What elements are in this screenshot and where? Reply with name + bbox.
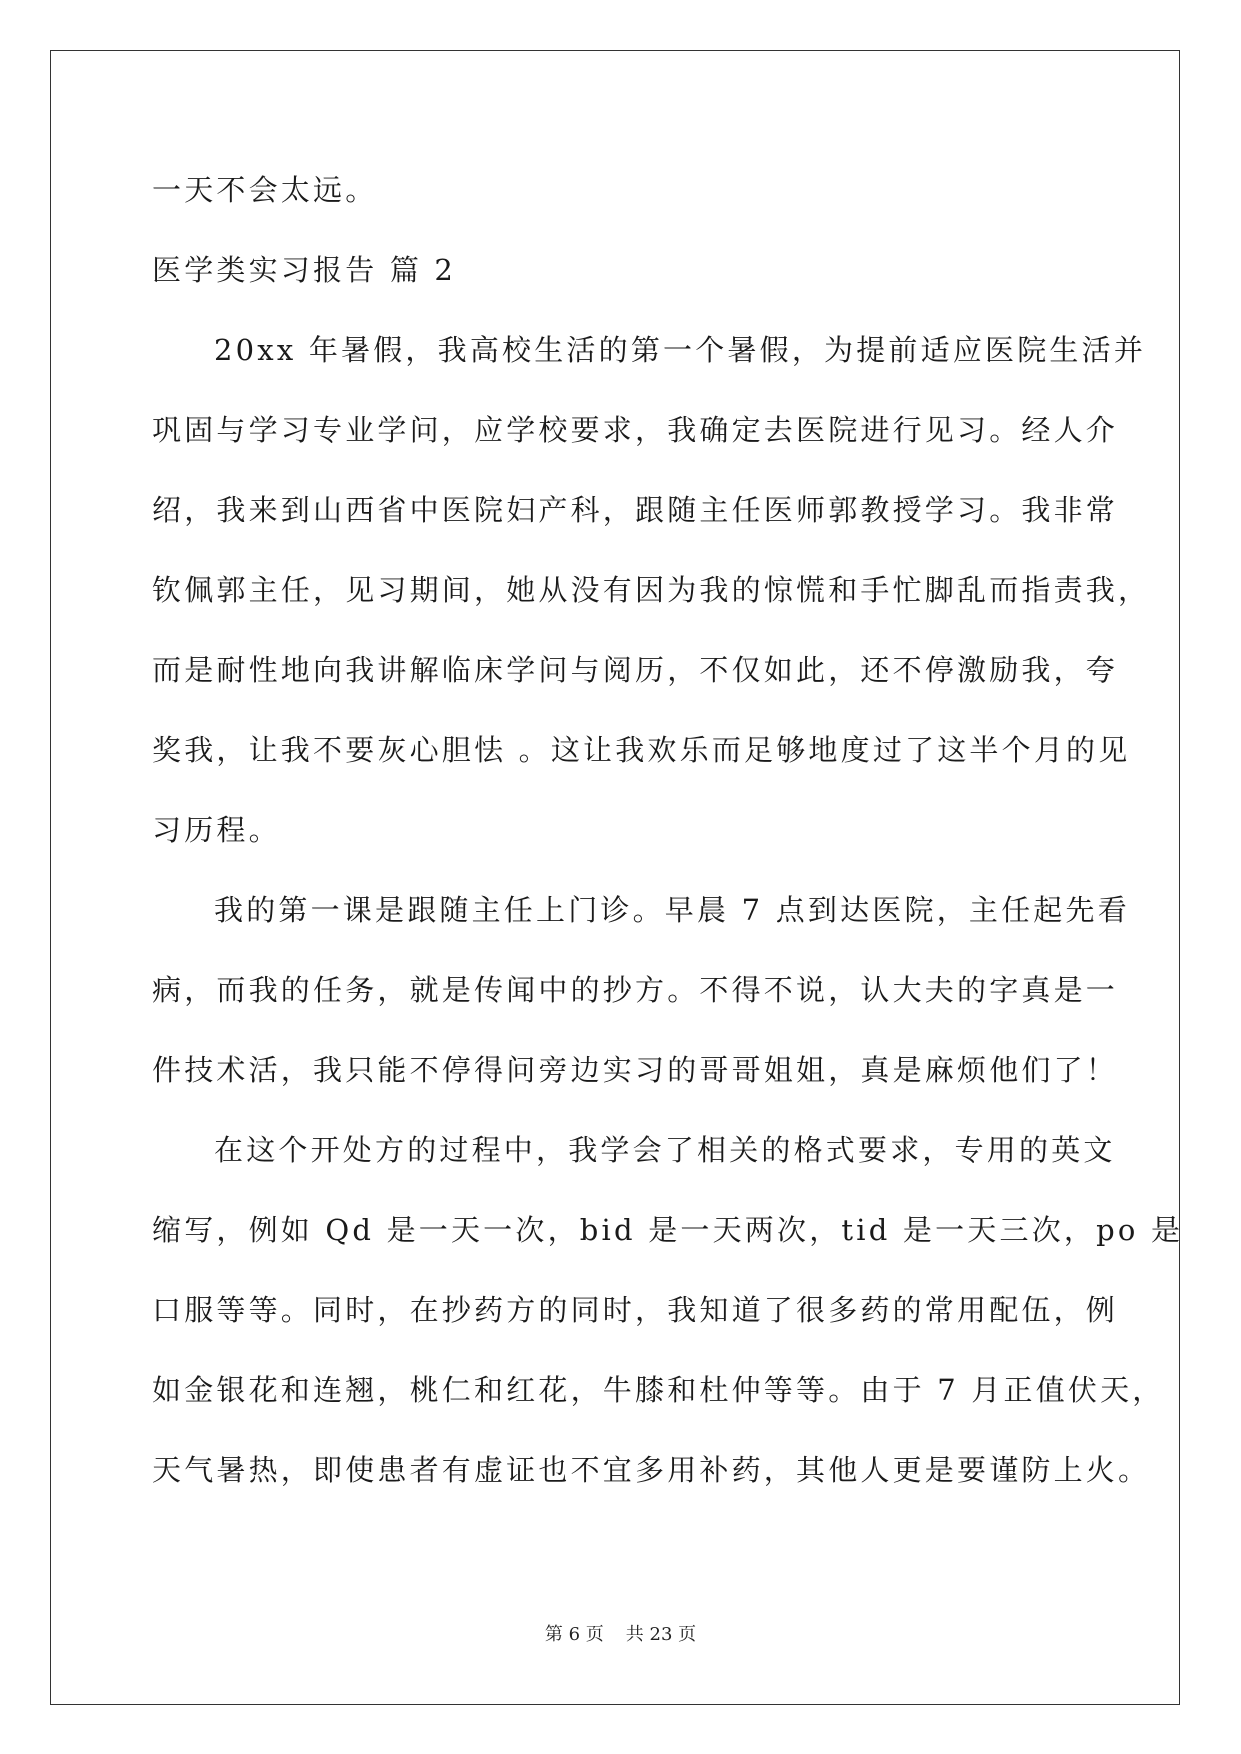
document-body <box>152 150 1184 1510</box>
page-total: 共 23 页 <box>625 1624 697 1645</box>
text-line: 口服等等。同时，在抄药方的同时，我知道了很多药的常用配伍，例 <box>152 1293 1119 1327</box>
text-line: 巩固与学习专业学问，应学校要求，我确定去医院进行见习。经人介 <box>152 413 1119 447</box>
paragraph-start-line: 我的第一课是跟随主任上门诊。早晨 7 点到达医院，主任起先看 <box>214 893 1130 927</box>
page-number: 第 6 页 <box>544 1624 604 1645</box>
text-line: 习历程。 <box>152 813 281 847</box>
text-line: 如金银花和连翘，桃仁和红花，牛膝和杜仲等等。由于 7 月正值伏天， <box>152 1373 1165 1407</box>
text-line: 而是耐性地向我讲解临床学问与阅历，不仅如此，还不停激励我，夸 <box>152 653 1119 687</box>
paragraph-start-line: 在这个开处方的过程中，我学会了相关的格式要求，专用的英文 <box>214 1133 1116 1167</box>
text-line: 一天不会太远。 <box>152 173 378 207</box>
text-line: 病，而我的任务，就是传闻中的抄方。不得不说，认大夫的字真是一 <box>152 973 1119 1007</box>
text-line: 缩写，例如 Qd 是一天一次，bid 是一天两次，tid 是一天三次，po 是 <box>152 1213 1184 1247</box>
text-line: 件技术活，我只能不停得问旁边实习的哥哥姐姐，真是麻烦他们了！ <box>152 1053 1119 1087</box>
text-line: 绍，我来到山西省中医院妇产科，跟随主任医师郭教授学习。我非常 <box>152 493 1119 527</box>
page-footer <box>0 1620 1241 1646</box>
text-line: 天气暑热，即使患者有虚证也不宜多用补药，其他人更是要谨防上火。 <box>152 1453 1151 1487</box>
text-line: 钦佩郭主任，见习期间，她从没有因为我的惊慌和手忙脚乱而指责我， <box>152 573 1151 607</box>
section-heading: 医学类实习报告 篇 2 <box>152 253 457 287</box>
text-line: 奖我，让我不要灰心胆怯 。这让我欢乐而足够地度过了这半个月的见 <box>152 733 1131 767</box>
paragraph-start-line: 20xx 年暑假，我高校生活的第一个暑假，为提前适应医院生活并 <box>214 333 1147 367</box>
